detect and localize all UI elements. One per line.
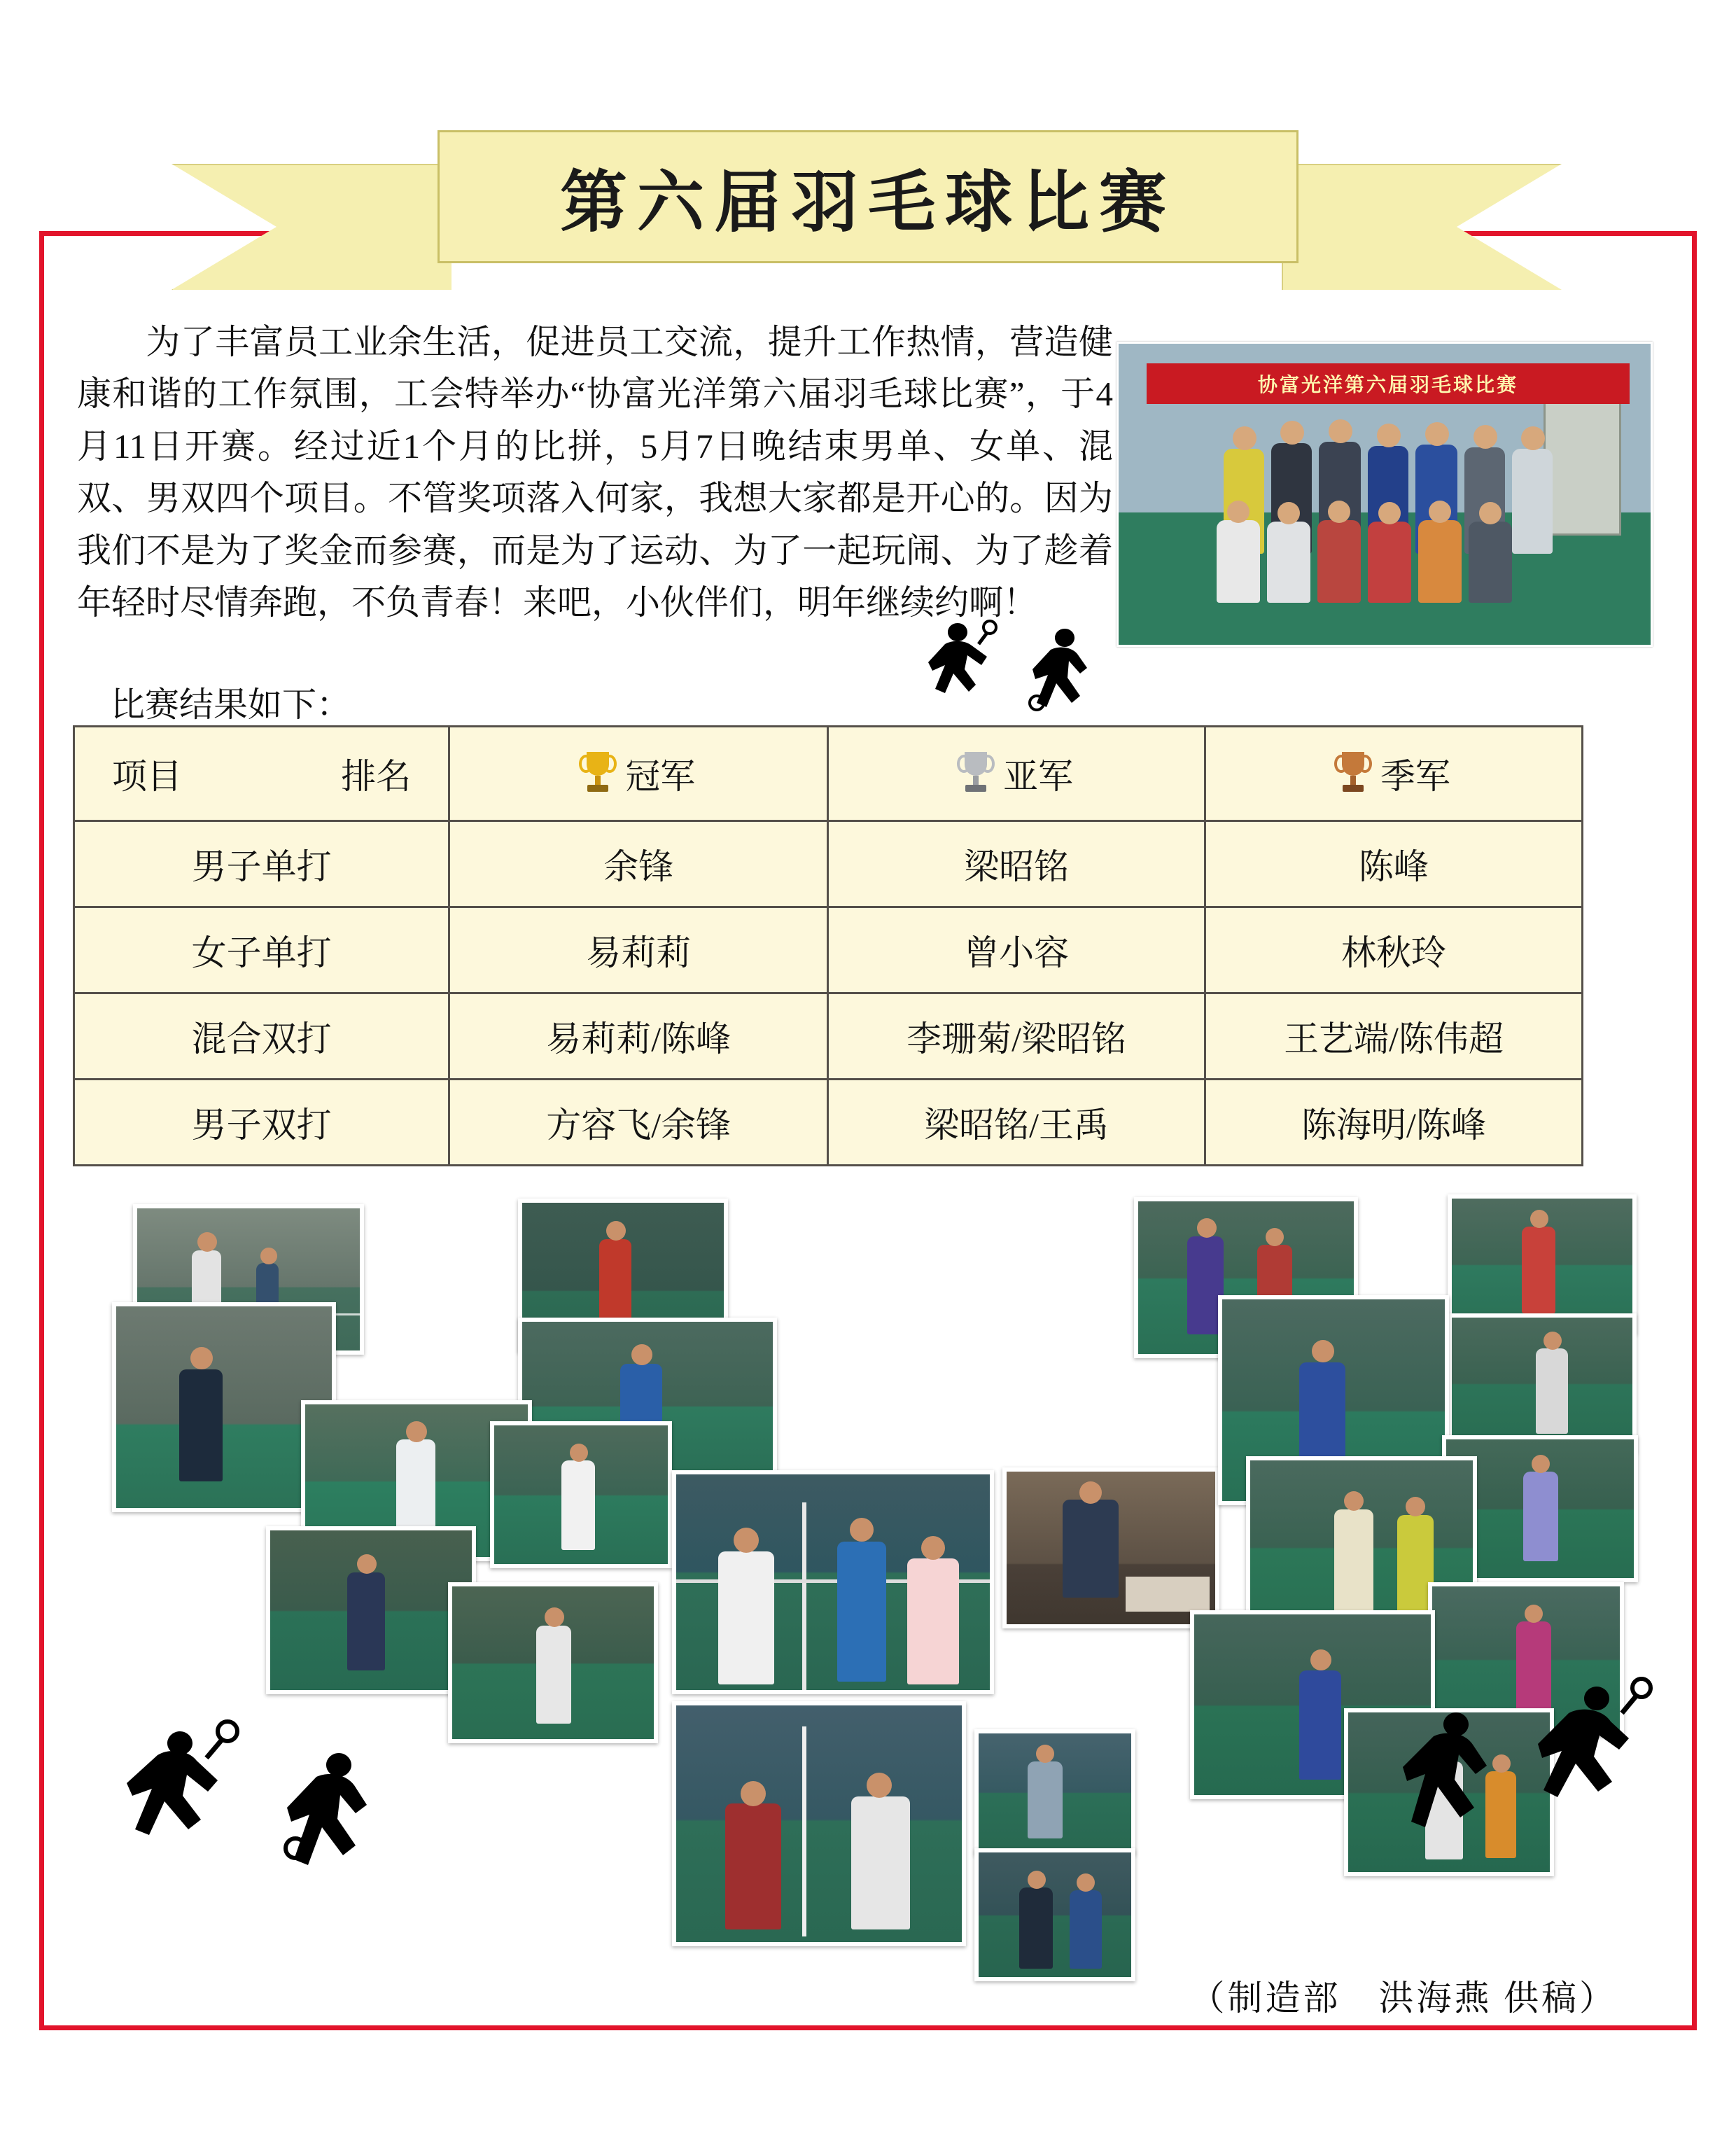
collage-photo-center-4 (974, 1729, 1135, 1855)
collage-photo-center-1 (672, 1470, 994, 1694)
cell-third: 林秋玲 (1205, 907, 1583, 993)
table-row (74, 907, 1583, 993)
header-event-rank (74, 727, 449, 821)
collage-photo-8 (448, 1582, 658, 1743)
cell-first: 余锋 (449, 821, 828, 907)
cell-second: 梁昭铭/王禹 (828, 1080, 1205, 1166)
cell-second: 曾小容 (828, 907, 1205, 993)
silver-trophy-icon (960, 752, 992, 795)
badminton-player-silhouette-2 (1026, 623, 1102, 728)
cell-second: 李珊菊/梁昭铭 (828, 993, 1205, 1080)
header-champion-label: 冠军 (625, 757, 696, 796)
group-photo (1116, 342, 1653, 647)
table-row (74, 993, 1583, 1080)
badminton-player-silhouette-3 (115, 1719, 241, 1852)
collage-photo-7 (266, 1526, 476, 1694)
cell-third: 陈海明/陈峰 (1205, 1080, 1583, 1166)
gold-trophy-icon (582, 752, 614, 795)
header-third-label: 季军 (1380, 757, 1451, 796)
article-body (77, 316, 1113, 629)
cell-third: 王艺端/陈伟超 (1205, 993, 1583, 1080)
collage-photo-center-2 (1002, 1467, 1219, 1628)
collage-photo-11 (1448, 1313, 1637, 1453)
cell-second: 梁昭铭 (828, 821, 1205, 907)
cell-first: 方容飞/余锋 (449, 1080, 828, 1166)
results-lead-label: 比赛结果如下： (111, 685, 351, 724)
results-table (73, 725, 1583, 1166)
cell-first: 易莉莉/陈峰 (449, 993, 828, 1080)
photo-banner-text: 协富光洋第六届羽毛球比赛 (1147, 363, 1630, 404)
bronze-trophy-icon (1337, 752, 1369, 795)
page-title: 第六届羽毛球比赛 (560, 165, 1176, 240)
banner-ribbon-right (1282, 164, 1564, 293)
cell-event: 男子单打 (74, 821, 449, 907)
table-row (74, 1080, 1583, 1166)
badminton-player-silhouette-5 (1400, 1701, 1512, 1848)
header-third (1205, 727, 1583, 821)
badminton-player-silhouette-4 (280, 1743, 392, 1883)
header-champion (449, 727, 828, 821)
cell-event: 男子双打 (74, 1080, 449, 1166)
collage-photo-6 (490, 1421, 672, 1568)
cell-event: 女子单打 (74, 907, 449, 993)
table-row (74, 821, 1583, 907)
badminton-player-silhouette-1 (917, 616, 1001, 714)
header-rank-label: 排名 (341, 757, 412, 796)
article-paragraph: 为了丰富员工业余生活，促进员工交流，提升工作热情，营造健康和谐的工作氛围，工会特举办“协富光洋第六届羽毛球比赛”，于4月11日开赛。经过近1个月的比拼，5月7日晚结束男单、女单、混双、男双四个项目。不管奖项落入何家，我想大家都是开心的。因为我们不是为了奖金而参赛，而是为了运动、为了一起玩闹、为了趁着年轻时尽情奔跑，不负青春！来吧，小伙伴们，明年继续约啊！ (77, 323, 1113, 622)
cell-third: 陈峰 (1205, 821, 1583, 907)
banner-ribbon-left (172, 164, 454, 293)
header-event-label: 项目 (112, 757, 182, 796)
table-header-row (74, 727, 1583, 821)
collage-photo-center-5 (974, 1848, 1135, 1981)
credit-line: （制造部 洪海燕 供稿） (1189, 1978, 1617, 2018)
badminton-player-silhouette-6 (1530, 1677, 1656, 1817)
title-banner (172, 130, 1564, 298)
header-runnerup-label: 亚军 (1003, 757, 1074, 796)
cell-event: 混合双打 (74, 993, 449, 1080)
header-runnerup (828, 727, 1205, 821)
collage-photo-center-3 (672, 1701, 966, 1946)
photo-people (1119, 344, 1651, 645)
cell-first: 易莉莉 (449, 907, 828, 993)
banner-center-plate (438, 130, 1298, 263)
results-lead-text (77, 678, 351, 727)
